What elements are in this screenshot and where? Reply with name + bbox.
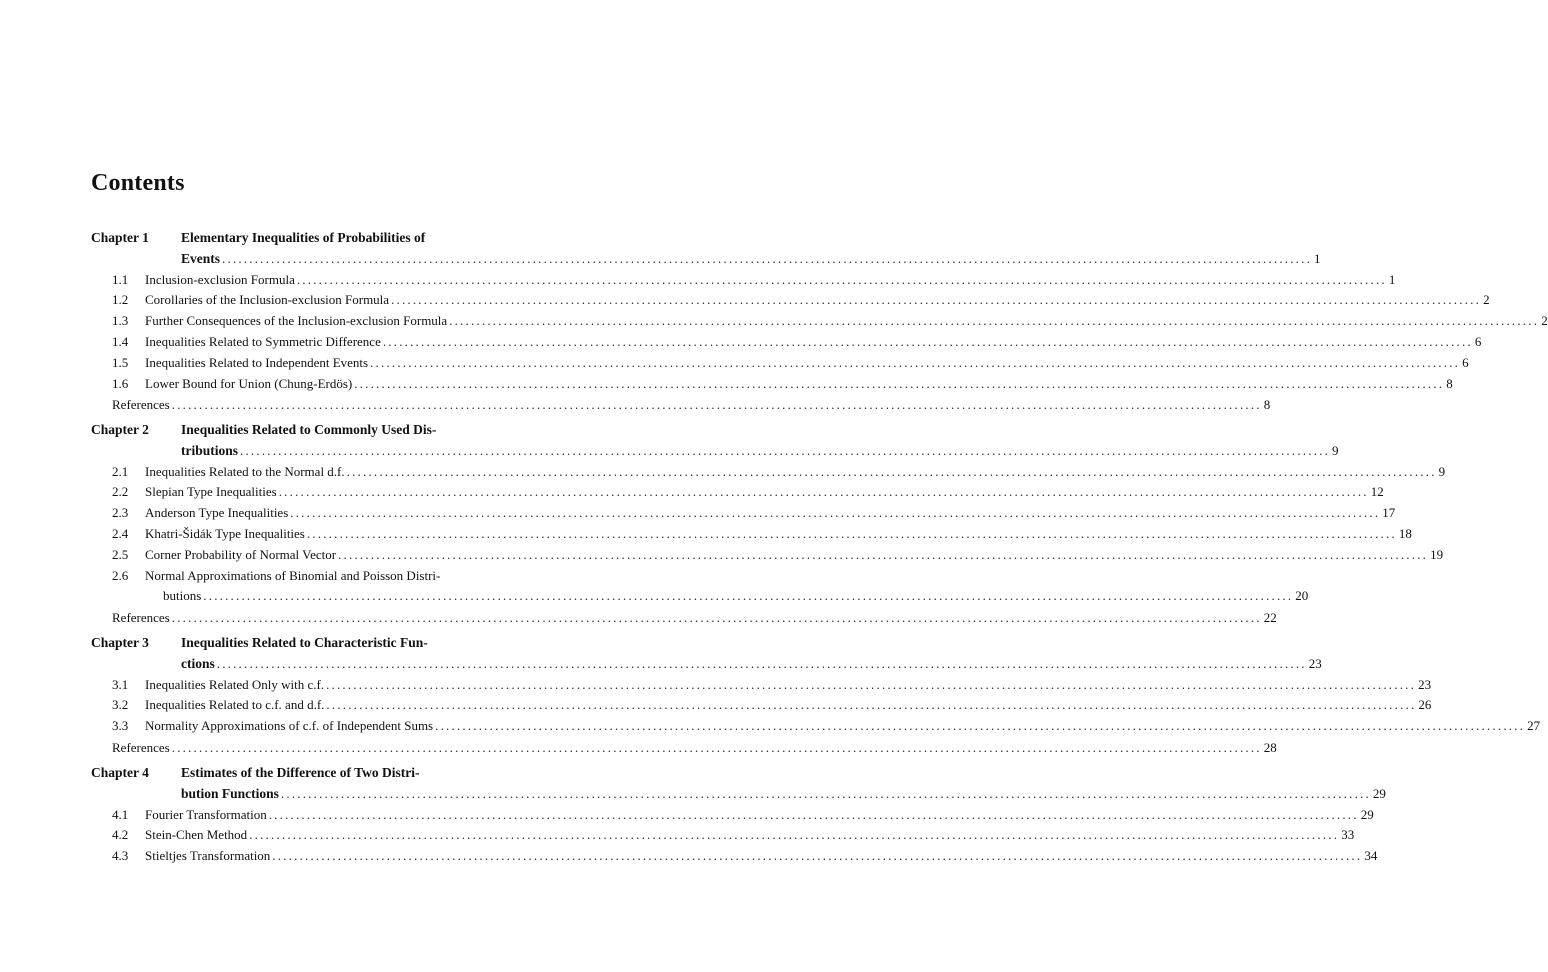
section-entry-page: 12 xyxy=(1370,484,1384,500)
section-entry-page: 8 xyxy=(1446,375,1453,391)
section-entry-page: 1 xyxy=(1388,271,1396,287)
chapter-entry-page: 1 xyxy=(1314,250,1321,266)
references-entry[interactable] xyxy=(112,610,1277,626)
references-entry-page: 22 xyxy=(1263,610,1277,626)
section-entry[interactable] xyxy=(145,806,1374,823)
section-entry-title: Fourier Transformation xyxy=(145,806,267,822)
dot-leader: ........................................................................................................................................................................................................ xyxy=(338,546,1429,562)
section-entry-page: 27 xyxy=(1527,718,1541,734)
section-entry-title: Inequalities Related to Symmetric Difference xyxy=(145,334,381,349)
references-entry-title: References xyxy=(112,397,170,413)
section-entry-page: 33 xyxy=(1341,827,1355,843)
section-entry[interactable] xyxy=(145,271,1396,288)
section-number: 4.1 xyxy=(112,806,129,822)
section-entry[interactable] xyxy=(145,526,1412,542)
dot-leader: ........................................................................................................................................................................................................ xyxy=(391,292,1482,308)
references-entry[interactable] xyxy=(112,740,1277,756)
section-entry-title: Khatri-Šidák Type Inequalities xyxy=(145,526,305,541)
section-number: 4.2 xyxy=(112,827,129,843)
section-number: 2.5 xyxy=(112,546,129,562)
section-entry-title: Stein-Chen Method xyxy=(145,827,248,843)
section-entry-page: 9 xyxy=(1438,463,1446,479)
dot-leader: ........................................................................................................................................................................................................ xyxy=(296,271,1387,287)
dot-leader: ........................................................................................................................................................................................................ xyxy=(216,655,1307,671)
section-entry-title: Inequalities Related to c.f. and d.f. xyxy=(145,697,325,713)
dot-leader: ........................................................................................................................................................................................................ xyxy=(280,785,1371,801)
section-number: 2.1 xyxy=(112,463,129,479)
dot-leader: ........................................................................................................................................................................................................ xyxy=(326,697,1417,713)
section-entry[interactable] xyxy=(145,505,1396,521)
chapter-title: Elementary Inequalities of Probabilities of xyxy=(181,230,426,245)
section-number: 1.3 xyxy=(112,313,129,329)
section-entry-page: 23 xyxy=(1418,676,1432,692)
section-entry-title: Anderson Type Inequalities xyxy=(145,505,289,521)
chapter-entry-title: ctions xyxy=(181,655,215,671)
section-entry-title: Corner Probability of Normal Vector xyxy=(145,546,337,562)
section-title: Normal Approximations of Binomial and Poisson Distri- xyxy=(145,567,441,583)
references-entry-title: References xyxy=(112,740,170,755)
section-entry[interactable] xyxy=(145,546,1444,563)
section-entry[interactable] xyxy=(145,375,1453,392)
chapter-title: Estimates of the Difference of Two Distri- xyxy=(181,765,420,780)
dot-leader: ........................................................................................................................................................................................................ xyxy=(354,375,1445,391)
chapter-entry-title: Events xyxy=(181,250,221,266)
chapter-entry[interactable] xyxy=(181,655,1322,672)
dot-leader: ........................................................................................................................................................................................................ xyxy=(290,505,1381,521)
section-entry-title: Inclusion-exclusion Formula xyxy=(145,271,295,287)
section-entry[interactable] xyxy=(145,463,1446,480)
section-entry-page: 29 xyxy=(1360,806,1374,822)
chapter-label: Chapter 3 xyxy=(91,635,149,650)
page-title: Contents xyxy=(91,170,185,196)
section-entry-title: Corollaries of the Inclusion-exclusion Formula xyxy=(145,292,390,308)
chapter-title: Inequalities Related to Commonly Used Dis- xyxy=(181,422,437,437)
section-entry[interactable] xyxy=(145,848,1378,864)
section-entry-title: Lower Bound for Union (Chung-Erdös) xyxy=(145,375,353,391)
section-number: 2.4 xyxy=(112,526,129,541)
dot-leader: ........................................................................................................................................................................................................ xyxy=(435,718,1526,734)
chapter-label: Chapter 4 xyxy=(91,765,149,780)
section-number: 3.2 xyxy=(112,697,129,713)
references-entry-title: References xyxy=(112,610,170,626)
chapter-entry-page: 23 xyxy=(1308,655,1322,671)
section-entry-page: 19 xyxy=(1430,546,1444,562)
dot-leader: ........................................................................................................................................................................................................ xyxy=(326,676,1417,692)
section-number: 1.5 xyxy=(112,354,129,370)
dot-leader: ........................................................................................................................................................................................................ xyxy=(171,740,1262,755)
references-entry[interactable] xyxy=(112,397,1271,413)
section-number: 2.2 xyxy=(112,484,129,500)
section-number: 4.3 xyxy=(112,848,129,864)
section-number: 1.1 xyxy=(112,271,129,287)
dot-leader: ........................................................................................................................................................................................................ xyxy=(278,484,1369,500)
dot-leader: ........................................................................................................................................................................................................ xyxy=(268,806,1359,822)
dot-leader: ........................................................................................................................................................................................................ xyxy=(203,588,1294,604)
section-entry-title: Slepian Type Inequalities xyxy=(145,484,277,500)
section-entry-page: 26 xyxy=(1418,697,1432,713)
section-entry-page: 2 xyxy=(1483,292,1490,308)
section-entry[interactable] xyxy=(145,292,1490,308)
section-number: 1.4 xyxy=(112,334,129,349)
section-entry-page: 6 xyxy=(1474,334,1482,349)
dot-leader: ........................................................................................................................................................................................................ xyxy=(346,463,1437,479)
section-entry[interactable] xyxy=(145,334,1482,350)
section-entry[interactable] xyxy=(145,313,1548,329)
chapter-label: Chapter 2 xyxy=(91,422,149,437)
section-number: 3.3 xyxy=(112,718,129,734)
dot-leader: ........................................................................................................................................................................................................ xyxy=(222,250,1313,266)
section-number: 1.2 xyxy=(112,292,129,308)
chapter-title: Inequalities Related to Characteristic Fun- xyxy=(181,635,428,650)
section-number: 2.6 xyxy=(112,567,129,583)
section-entry[interactable] xyxy=(145,827,1355,843)
section-entry-page: 34 xyxy=(1364,848,1378,864)
section-entry-title: Stieltjes Transformation xyxy=(145,848,271,864)
chapter-entry[interactable] xyxy=(181,785,1386,802)
section-entry-title: Normality Approximations of c.f. of Independent Sums xyxy=(145,718,434,734)
dot-leader: ........................................................................................................................................................................................................ xyxy=(449,313,1540,329)
section-entry-page: 6 xyxy=(1462,354,1469,370)
dot-leader: ........................................................................................................................................................................................................ xyxy=(370,354,1461,370)
section-entry-title: Further Consequences of the Inclusion-exclusion Formula xyxy=(145,313,448,329)
dot-leader: ........................................................................................................................................................................................................ xyxy=(272,848,1363,864)
references-entry-page: 8 xyxy=(1263,397,1271,413)
chapter-entry[interactable] xyxy=(181,250,1321,267)
section-entry[interactable] xyxy=(145,354,1469,371)
section-entry-title: Inequalities Related Only with c.f. xyxy=(145,676,325,692)
section-number: 2.3 xyxy=(112,505,129,521)
section-entry[interactable] xyxy=(145,676,1432,693)
section-entry-page: 2 xyxy=(1541,313,1548,329)
dot-leader: ........................................................................................................................................................................................................ xyxy=(382,334,1473,349)
section-entry-title: Inequalities Related to the Normal d.f. xyxy=(145,463,345,479)
dot-leader: ........................................................................................................................................................................................................ xyxy=(171,397,1262,413)
chapter-entry-title: tributions xyxy=(181,442,239,458)
chapter-entry-page: 9 xyxy=(1332,442,1339,458)
section-entry-title: Inequalities Related to Independent Events xyxy=(145,354,369,370)
section-entry[interactable] xyxy=(145,484,1384,500)
dot-leader: ........................................................................................................................................................................................................ xyxy=(240,442,1331,458)
section-entry-page: 18 xyxy=(1398,526,1412,541)
dot-leader: ........................................................................................................................................................................................................ xyxy=(249,827,1340,843)
section-entry[interactable] xyxy=(145,697,1432,713)
section-number: 3.1 xyxy=(112,676,129,692)
chapter-entry[interactable] xyxy=(181,442,1339,459)
chapter-entry-page: 29 xyxy=(1372,785,1386,801)
section-entry[interactable] xyxy=(145,718,1541,734)
references-entry-page: 28 xyxy=(1263,740,1277,755)
dot-leader: ........................................................................................................................................................................................................ xyxy=(306,526,1397,541)
section-entry-page: 17 xyxy=(1382,505,1396,521)
chapter-label: Chapter 1 xyxy=(91,230,149,245)
section-entry-title: butions xyxy=(163,588,202,604)
chapter-entry-title: bution Functions xyxy=(181,785,279,801)
section-number: 1.6 xyxy=(112,375,129,391)
section-entry[interactable] xyxy=(163,588,1309,604)
dot-leader: ........................................................................................................................................................................................................ xyxy=(171,610,1262,626)
section-entry-page: 20 xyxy=(1295,588,1309,604)
